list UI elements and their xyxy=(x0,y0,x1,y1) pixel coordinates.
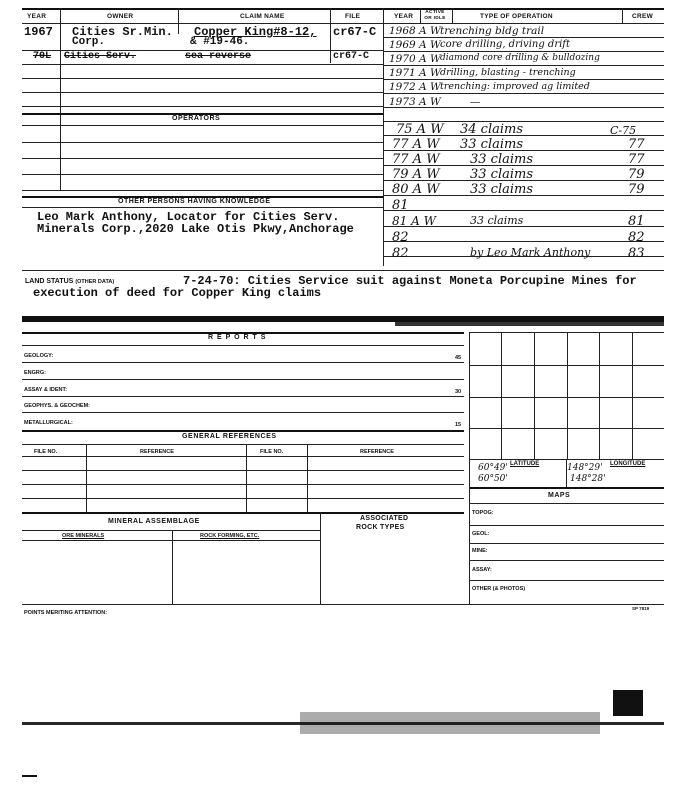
reports-assay-num: 30 xyxy=(455,389,462,395)
mineral-col-ore: ORE MINERALS xyxy=(62,533,105,539)
operators-line-2 xyxy=(22,142,383,143)
op-desc-6: — xyxy=(470,96,481,108)
col-divider-active xyxy=(452,8,453,24)
scan-artifact-block xyxy=(613,690,643,716)
reports-engrg: ENGRG: xyxy=(24,370,46,376)
reports-metallurgical: METALLURGICAL: xyxy=(24,420,73,426)
op-desc-11: 33 claims xyxy=(470,182,534,197)
op-entry-2: 1969 A W xyxy=(389,39,441,51)
reports-metallurgical-num: 15 xyxy=(455,422,462,428)
general-refs-col-file-1: FILE NO. xyxy=(34,449,58,455)
reports-line-1 xyxy=(22,362,464,363)
scan-artifact-dash xyxy=(22,775,37,777)
op-crew-8: 77 xyxy=(628,137,645,152)
col-divider-type xyxy=(622,8,623,24)
op-desc-9: 33 claims xyxy=(470,152,534,167)
header-active-idle: ACTIVE OR IDLE xyxy=(424,10,446,21)
general-refs-title-line xyxy=(22,444,464,445)
grid-col-5 xyxy=(632,332,633,459)
general-refs-div-1 xyxy=(86,444,87,512)
op-desc-5: trenching: improved ag limited xyxy=(440,81,590,92)
op-entry-1: 1968 A W xyxy=(389,25,441,37)
associated-label: ASSOCIATED xyxy=(360,515,409,522)
general-refs-col-file-2: FILE NO. xyxy=(260,449,284,455)
owner-row-2-year: 70L xyxy=(33,51,52,62)
mineral-title-line xyxy=(22,530,320,531)
header-claim-name: CLAIM NAME xyxy=(240,13,285,20)
general-refs-row-line-1 xyxy=(22,470,464,471)
topog-label: TOPOG: xyxy=(472,510,494,516)
latitude-value-2: 60°50' xyxy=(478,474,508,484)
op-crew-7: C-75 xyxy=(610,124,637,137)
longitude-value: 148°29' xyxy=(567,463,603,473)
other-persons-label: OTHER PERSONS HAVING KNOWLEDGE xyxy=(118,198,271,205)
land-status-text-2: execution of deed for Copper King claims xyxy=(33,286,322,300)
op-entry-10: 79 A W xyxy=(392,167,440,182)
op-entry-3: 1970 A W xyxy=(389,53,441,65)
maps-top-line xyxy=(469,487,664,489)
op-crew-10: 79 xyxy=(628,167,645,182)
ops-line-15 xyxy=(383,241,664,242)
reports-geology: GEOLOGY: xyxy=(24,353,54,359)
header-owner: OWNER xyxy=(107,13,134,20)
mineral-col-divider xyxy=(172,530,173,604)
other-persons-line xyxy=(22,207,383,208)
ops-line-2 xyxy=(383,51,664,52)
latitude-label: LATITUDE xyxy=(510,461,540,467)
operators-line-1 xyxy=(22,125,383,126)
land-status-title: LAND STATUS xyxy=(25,278,74,285)
owner-row-2-claim: sea reverse xyxy=(185,51,252,62)
reports-line-2 xyxy=(22,379,464,380)
header-bottom-line xyxy=(22,23,664,24)
mine-label: MINE: xyxy=(472,548,488,554)
owner-line-6 xyxy=(22,106,383,107)
op-crew-14: 82 xyxy=(628,230,645,245)
land-status-sublabel: (OTHER DATA) xyxy=(75,279,115,285)
op-entry-14: 82 xyxy=(392,230,409,245)
operators-line-4 xyxy=(22,174,383,175)
op-desc-4: drilling, blasting - trenching xyxy=(440,67,576,78)
maps-bottom-line xyxy=(469,503,664,504)
general-refs-col-ref-1: REFERENCE xyxy=(140,449,174,455)
section-separator-band-right xyxy=(395,318,664,326)
owner-row-1-file: cr67-C xyxy=(333,25,377,39)
col-divider-year2 xyxy=(420,8,421,24)
grid-col-3 xyxy=(567,332,568,459)
owner-row-2-owner: Cities Serv. xyxy=(64,51,137,62)
ops-line-13 xyxy=(383,210,664,211)
mineral-bottom-line xyxy=(22,604,664,605)
longitude-label: LONGITUDE xyxy=(610,461,646,467)
mineral-header-line xyxy=(22,540,320,541)
op-desc-8: 33 claims xyxy=(460,137,524,152)
land-status-text-1: 7-24-70: Cities Service suit against Moneta Porcupine Mines for xyxy=(183,274,637,288)
general-refs-title: GENERAL REFERENCES xyxy=(182,433,277,440)
op-entry-8: 77 A W xyxy=(392,137,440,152)
op-crew-15: 83 xyxy=(628,246,645,261)
header-type-of-operation: TYPE OF OPERATION xyxy=(480,13,553,20)
operators-line-3 xyxy=(22,158,383,159)
scan-artifact-smudge xyxy=(300,712,600,734)
owner-row-1-year: 1967 xyxy=(24,25,53,39)
op-entry-6: 1973 A W xyxy=(389,96,441,108)
header-file: FILE xyxy=(345,13,361,20)
mineral-col-rock: ROCK FORMING, ETC. xyxy=(200,533,260,539)
op-crew-9: 77 xyxy=(628,152,645,167)
op-entry-5: 1972 A W xyxy=(389,81,441,93)
op-crew-11: 79 xyxy=(628,182,645,197)
owner-row-1-owner-cont: Corp. xyxy=(72,36,106,48)
mineral-top-line xyxy=(22,512,464,514)
geol-label: GEOL: xyxy=(472,531,490,537)
reports-line-3 xyxy=(22,396,464,397)
op-desc-1: trenching bldg trail xyxy=(440,25,545,37)
op-crew-13: 81 xyxy=(628,214,645,229)
owner-row-2-file: cr67-C xyxy=(333,51,370,62)
ops-line-3 xyxy=(383,65,664,66)
op-entry-4: 1971 A W xyxy=(389,67,441,79)
points-meriting-label: POINTS MERITING ATTENTION: xyxy=(24,610,108,616)
reports-line-4 xyxy=(22,412,464,413)
owner-row-1-owner: Cities Sr.Min. xyxy=(72,25,173,39)
topog-line xyxy=(469,525,664,526)
operators-divider xyxy=(60,125,61,190)
ops-line-1 xyxy=(383,37,664,38)
op-desc-13: 33 claims xyxy=(470,214,524,227)
mineral-associated-divider xyxy=(320,512,321,604)
ops-line-4 xyxy=(383,79,664,80)
right-panel-left-border xyxy=(469,332,470,604)
land-status-top-line xyxy=(22,270,664,271)
op-desc-2: core drilling, driving drift xyxy=(440,39,571,50)
operators-label: OPERATORS xyxy=(172,115,221,122)
other-persons-text-1: Leo Mark Anthony, Locator for Cities Serv. xyxy=(37,210,340,224)
general-refs-div-2 xyxy=(246,444,247,512)
maps-label: MAPS xyxy=(548,492,571,499)
col-divider-owner xyxy=(178,8,179,34)
owner-line-3 xyxy=(22,64,383,65)
reports-geology-num: 45 xyxy=(455,355,462,361)
reports-title-line xyxy=(22,345,464,346)
owner-line-5 xyxy=(22,92,383,93)
other-persons-text-2: Minerals Corp.,2020 Lake Otis Pkwy,Anchorage xyxy=(37,222,354,236)
mineral-title: MINERAL ASSEMBLAGE xyxy=(108,518,200,525)
reports-title: R E P O R T S xyxy=(208,334,267,341)
op-entry-7: 75 A W xyxy=(396,122,444,137)
op-desc-15: by Leo Mark Anthony xyxy=(470,246,591,259)
owner-line-4 xyxy=(22,78,383,79)
reports-geophys: GEOPHYS. & GEOCHEM: xyxy=(24,403,91,409)
geol-line xyxy=(469,543,664,544)
grid-col-1 xyxy=(501,332,502,459)
grid-col-2 xyxy=(534,332,535,459)
ops-line-5 xyxy=(383,93,664,94)
grid-col-4 xyxy=(599,332,600,459)
top-border xyxy=(22,8,664,10)
col-divider-file xyxy=(383,8,384,266)
mine-line xyxy=(469,560,664,561)
form-number: SP 7819 xyxy=(632,606,650,611)
op-entry-9: 77 A W xyxy=(392,152,440,167)
op-entry-15: 82 xyxy=(392,246,409,261)
col-divider-claim xyxy=(330,8,331,63)
header-year: YEAR xyxy=(27,13,47,20)
latitude-value: 60°49' xyxy=(478,463,508,473)
op-desc-3: diamond core drilling & bulldozing xyxy=(440,53,600,63)
op-desc-7: 34 claims xyxy=(460,122,524,137)
general-refs-div-3 xyxy=(307,444,308,512)
coords-divider xyxy=(566,459,567,487)
operators-line-5 xyxy=(22,190,383,191)
op-entry-12: 81 xyxy=(392,198,409,213)
general-refs-row-line-3 xyxy=(22,498,464,499)
header-crew: CREW xyxy=(632,13,654,20)
general-refs-top-line xyxy=(22,430,464,432)
col-divider-year xyxy=(60,8,61,128)
longitude-value-2: 148°28' xyxy=(570,474,606,484)
op-entry-13: 81 A W xyxy=(392,214,436,228)
assay-label: ASSAY: xyxy=(472,567,492,573)
owner-row-1-claim-cont: & #19-46. xyxy=(190,36,250,48)
general-refs-col-ref-2: REFERENCE xyxy=(360,449,394,455)
op-entry-11: 80 A W xyxy=(392,182,440,197)
owner-row-1-claim: Copper King#8-12, xyxy=(194,25,317,39)
op-desc-10: 33 claims xyxy=(470,167,534,182)
rock-types-label: ROCK TYPES xyxy=(356,524,405,531)
general-refs-row-line-2 xyxy=(22,484,464,485)
land-status-label xyxy=(25,278,114,285)
assay-line xyxy=(469,580,664,581)
header-year2: YEAR xyxy=(394,13,414,20)
general-refs-header-line xyxy=(22,456,464,457)
reports-assay: ASSAY & IDENT: xyxy=(24,387,68,393)
other-photos-label: OTHER (& PHOTOS) xyxy=(472,586,526,592)
